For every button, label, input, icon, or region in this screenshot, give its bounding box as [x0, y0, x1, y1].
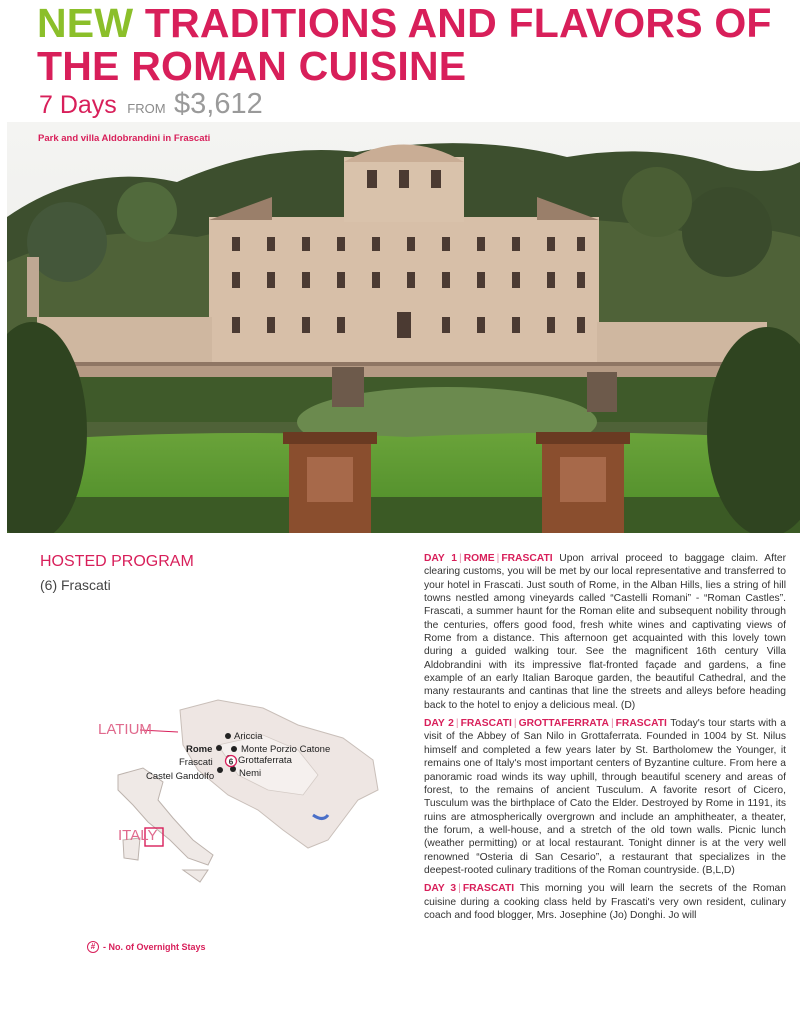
title-line-2: THE ROMAN CUISINE — [37, 43, 467, 89]
dot-rome — [216, 745, 222, 751]
day-3-text: This morning you will learn the secrets of the Roman cuisine during a cooking class held by Frascati's very own resident, culinary coach and food blogger, Mrs. Josephine (Jo) Donghi. Jo will — [424, 883, 786, 921]
label-frascati: Frascati — [179, 757, 213, 768]
day-3-heading: DAY 3 | FRASCATI — [424, 883, 515, 895]
day-1-text: Upon arrival proceed to baggage claim. After clearing customs, you will be met by our local representative and transferred to your hotel in Frascati. Just south of Rome, in the Alban Hills, lies a string of hill towns nestled among vineyards called “Castelli Romani” - “Roman Castles”. Frascati, a summer haunt for the Roman elite and subsequent nobility through the centuries, offers good food, fresh white wines and captivating views of Rome from a distance. This afternoon get acquainted with this lovely town during a guided walking tour. See the magnificent 16th century Villa Aldobrandini with its impressive flat-fronted façade and gardens, a fine example of an early Italian Baroque garden, the beautiful Cathedral, and the many restaurants and cantinas that line the streets and alleys before heading back to the hotel to enjoy a delicious meal. (D) — [424, 553, 786, 711]
trip-duration: 7 Days — [39, 91, 117, 119]
day-1-heading: DAY 1 | ROME | FRASCATI — [424, 553, 553, 564]
day-1 — [424, 552, 786, 712]
label-nemi: Nemi — [239, 768, 262, 779]
new-label: NEW — [37, 0, 134, 46]
day-3 — [424, 882, 786, 922]
latium-label: LATIUM — [98, 721, 152, 738]
trip-price: $3,612 — [174, 88, 263, 120]
label-rome: Rome — [186, 744, 213, 755]
day-2 — [424, 717, 786, 877]
region-map — [88, 690, 388, 890]
label-castel-gandolfo: Castel Gandolfo — [146, 771, 215, 782]
from-label: FROM — [127, 101, 166, 116]
overnight-stays-symbol: # — [87, 941, 99, 953]
hero-photo — [7, 122, 800, 533]
day-2-heading: DAY 2 | FRASCATI | GROTTAFERRATA | FRASCATI — [424, 718, 667, 730]
sicily-outline — [183, 870, 208, 882]
page-title — [37, 2, 797, 88]
map-legend — [87, 941, 206, 953]
itinerary — [424, 552, 786, 927]
photo-caption: Park and villa Aldobrandini in Frascati — [38, 133, 211, 144]
price-line — [39, 88, 263, 121]
frascati-badge-number: 6 — [228, 757, 234, 767]
villa-illustration — [7, 122, 800, 533]
label-grottaferrata: Grottaferrata — [238, 755, 292, 766]
label-monte-porzio-catone: Monte Porzio Catone — [241, 744, 331, 755]
hosted-program-title: HOSTED PROGRAM — [40, 553, 194, 570]
italy-label: ITALY — [118, 827, 158, 844]
dot-monte-porzio — [231, 746, 237, 752]
legend-text: - No. of Overnight Stays — [103, 942, 206, 952]
label-ariccia: Ariccia — [234, 731, 263, 742]
title-line-1: TRADITIONS AND FLAVORS OF — [144, 0, 772, 46]
dot-ariccia — [225, 733, 231, 739]
day-2-text: Today's tour starts with a visit of the Abbey of San Nilo in Grottaferrata. Founded in 1004 by St. Nilus himself and completed a few years later by St. Bartholomew the Younger, it remains one of Italy's most important centers of Byzantine culture. From here a panoramic road winds its way uphill, through beautiful scenery and areas of forest, to the remains of ancient Tusculum. A favorite resort of Cicero, Tusculum was the birthplace of Cato the Elder. Destroyed by Rome in 1191, its ruins are atmospherically overgrown and include an amphitheater, a theater, the forum, a well-house, and a stretch of the old town walls. Picnic lunch (weather permitting) or at local restaurant. Tonight dinner is at the very well renowned “Osteria di San Cesario”, a restaurant that specializes in the deepest-rooted culinary traditions of the Roman countryside. (B,L,D) — [424, 718, 786, 876]
hosted-program-stay: (6) Frascati — [40, 577, 111, 593]
dot-castel-gandolfo — [217, 767, 223, 773]
